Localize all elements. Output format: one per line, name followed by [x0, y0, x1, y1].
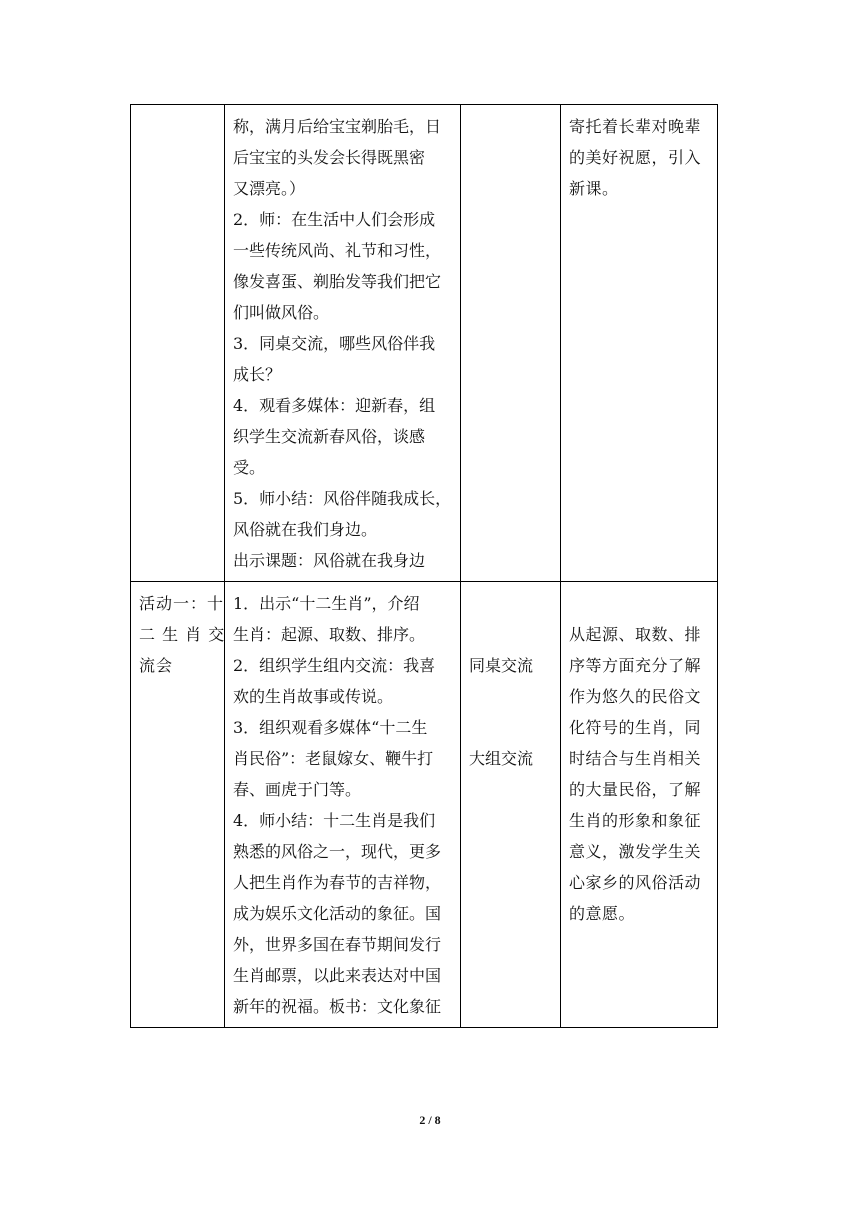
- text-line: 2．师：在生活中人们会形成: [233, 210, 436, 229]
- design-intent-cell: [561, 105, 718, 582]
- text-line: 1．出示“十二生肖”，介绍: [233, 594, 420, 613]
- student-activity-cell: [461, 105, 561, 582]
- text-line: 二 生 肖 交: [139, 625, 226, 644]
- text-line: 成长？: [233, 365, 282, 384]
- text-line: 称，满月后给宝宝剃胎毛，日: [233, 117, 442, 136]
- table-row: [131, 105, 718, 582]
- text-line: 像发喜蛋、剃胎发等我们把它: [233, 272, 442, 291]
- text-line: 织学生交流新春风俗，谈感: [233, 427, 426, 446]
- text-line: 人把生肖作为春节的吉祥物，: [233, 873, 442, 892]
- text-line: 新年的祝福。板书：文化象征: [233, 997, 442, 1016]
- text-line: 生肖：起源、取数、排序。: [233, 625, 426, 644]
- text-line: 外，世界多国在春节期间发行: [233, 935, 442, 954]
- text-line: 一些传统风尚、礼节和习性，: [233, 241, 442, 260]
- text-line: 生肖邮票，以此来表达对中国: [233, 966, 442, 985]
- text-line: 熟悉的风俗之一，现代，更多: [233, 842, 442, 861]
- text-line: 肖民俗”：老鼠嫁女、鞭牛打: [233, 749, 434, 768]
- text-line: 的大量民俗，了解: [569, 780, 702, 799]
- text-line: 3．组织观看多媒体“十二生: [233, 718, 428, 737]
- text-line: 又漂亮。）: [233, 179, 306, 198]
- teacher-activity-text: [233, 111, 452, 576]
- text-line: 活动一：十: [139, 594, 225, 613]
- text-line: 心家乡的风俗活动: [569, 873, 702, 892]
- text-line: 4．观看多媒体：迎新春，组: [233, 396, 436, 415]
- text-line: 4．师小结：十二生肖是我们: [233, 811, 436, 830]
- text-line: 欢的生肖故事或传说。: [233, 687, 394, 706]
- text-line: 寄托着长辈对晚辈: [569, 117, 702, 136]
- text-line: 的美好祝愿，引入: [569, 148, 702, 167]
- text-line: 意义，激发学生关: [569, 842, 702, 861]
- text-line: 风俗就在我们身边。: [233, 520, 378, 539]
- lesson-plan-table: [130, 104, 718, 1028]
- student-activity-cell: [461, 582, 561, 1028]
- text-line: 的意愿。: [569, 904, 636, 923]
- text-line: 2．组织学生组内交流：我喜: [233, 656, 436, 675]
- design-intent-cell: [561, 582, 718, 1028]
- student-activity-pair: 同桌交流: [469, 656, 534, 675]
- table-row: [131, 582, 718, 1028]
- text-line: 化符号的生肖，同: [569, 718, 702, 737]
- text-line: 成为娱乐文化活动的象征。国: [233, 904, 442, 923]
- student-activity-group: 大组交流: [469, 749, 534, 768]
- text-line: 生肖的形象和象征: [569, 811, 702, 830]
- text-line: 作为悠久的民俗文: [569, 687, 702, 706]
- activity-cell: [131, 105, 225, 582]
- page-number: 2 / 8: [419, 1113, 441, 1127]
- design-intent-text: [569, 619, 709, 929]
- text-line: 新课。: [569, 179, 619, 198]
- teacher-activity-text: [233, 588, 452, 1022]
- text-line: 3．同桌交流，哪些风俗伴我: [233, 334, 436, 353]
- activity-cell: [131, 582, 225, 1028]
- text-line: 序等方面充分了解: [569, 656, 702, 675]
- text-line: 5．师小结：风俗伴随我成长，: [233, 489, 452, 508]
- text-line: 流会: [139, 656, 174, 675]
- text-line: 时结合与生肖相关: [569, 749, 702, 768]
- text-line: 受。: [233, 458, 266, 477]
- text-line: 从起源、取数、排: [569, 625, 702, 644]
- activity-title: [139, 588, 226, 681]
- design-intent-text: [569, 111, 709, 204]
- text-line: 出示课题：风俗就在我身边: [233, 551, 426, 570]
- text-line: 后宝宝的头发会长得既黑密: [233, 148, 426, 167]
- text-line: 春、画虎于门等。: [233, 780, 362, 799]
- text-line: 们叫做风俗。: [233, 303, 330, 322]
- teacher-activity-cell: [225, 582, 461, 1028]
- teacher-activity-cell: [225, 105, 461, 582]
